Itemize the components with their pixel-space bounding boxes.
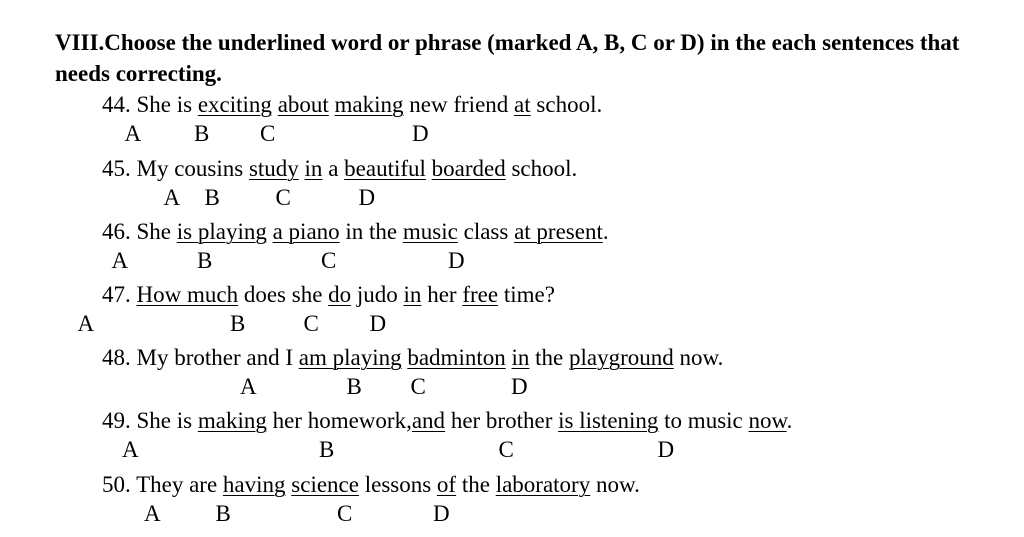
underlined-option: about (277, 92, 329, 117)
sentence-text: school. (530, 92, 603, 117)
underlined-option: having (222, 472, 286, 497)
question-sentence (102, 281, 555, 309)
sentence-text: her brother (445, 408, 559, 433)
option-letter: C (303, 311, 319, 336)
sentence-text: . (602, 219, 609, 244)
underlined-option: beautiful (344, 156, 426, 181)
sentence-text: time? (498, 282, 555, 307)
option-letter: A (163, 185, 181, 210)
underlined-option: is listening (558, 408, 659, 433)
option-letter: D (369, 311, 387, 336)
sentence-text: the (529, 345, 569, 370)
sentence-text: 48. My brother and I (102, 345, 299, 370)
question-sentence (102, 155, 577, 183)
option-letter: C (410, 374, 426, 399)
option-letter: D (511, 374, 528, 399)
sentence-text: her (421, 282, 463, 307)
option-letter: B (194, 121, 210, 146)
sentence-text: class (457, 219, 515, 244)
exercise-heading: VIII.Choose the underlined word or phrase (marked A, B, C or D) in the each sentences that needs correcting. (55, 30, 960, 86)
underlined-option: in (304, 156, 323, 181)
underlined-option: playground (568, 345, 674, 370)
option-letter: A (77, 311, 95, 336)
sentence-text: judo (351, 282, 404, 307)
sentence-text: . (786, 408, 793, 433)
option-letters (0, 120, 1024, 148)
underlined-option: free (462, 282, 499, 307)
underlined-option: am playing (298, 345, 402, 370)
option-letters (0, 310, 1024, 338)
question-sentence (102, 344, 723, 372)
option-letter: D (433, 501, 450, 526)
underlined-option: and (411, 408, 446, 433)
sentence-text: 45. My cousins (102, 156, 249, 181)
underlined-option: at (514, 92, 531, 117)
underlined-option: now (748, 408, 787, 433)
underlined-option: making (197, 408, 267, 433)
underlined-option: laboratory (495, 472, 591, 497)
sentence-text: lessons (358, 472, 437, 497)
option-letter: C (260, 121, 276, 146)
sentence-text: 46. She (102, 219, 177, 244)
underlined-option: How much (136, 282, 239, 307)
underlined-option: science (291, 472, 359, 497)
underlined-option: at present (514, 219, 603, 244)
question-sentence (102, 218, 609, 246)
option-letter: A (124, 121, 142, 146)
sentence-text: school. (505, 156, 578, 181)
option-letter: C (321, 248, 337, 273)
underlined-option: music (402, 219, 458, 244)
sentence-text: 44. She is (102, 92, 198, 117)
option-letter: C (337, 501, 353, 526)
sentence-text: 47. (102, 282, 137, 307)
option-letter: D (448, 248, 465, 273)
option-letter: B (319, 437, 335, 462)
option-letter: D (412, 121, 429, 146)
option-letter: A (111, 248, 129, 273)
underlined-option: of (436, 472, 457, 497)
option-letter: D (358, 185, 376, 210)
option-letter: A (240, 374, 257, 399)
sentence-text: 50. They are (102, 472, 223, 497)
sentence-text: in the (339, 219, 403, 244)
question-sentence (102, 471, 640, 499)
sentence-text: new friend (403, 92, 515, 117)
sentence-text: now. (590, 472, 640, 497)
sentence-text: to music (658, 408, 749, 433)
option-letters (0, 247, 1024, 275)
option-letter: A (144, 501, 161, 526)
option-letter: D (657, 437, 675, 462)
question-sentence (102, 91, 602, 119)
option-letters (0, 184, 1024, 212)
sentence-text: the (456, 472, 496, 497)
option-letters (0, 436, 1024, 464)
underlined-option: in (511, 345, 530, 370)
underlined-option: in (403, 282, 422, 307)
underlined-option: study (248, 156, 299, 181)
option-letter: B (346, 374, 362, 399)
option-letter: B (197, 248, 213, 273)
sentence-text: now. (673, 345, 724, 370)
underlined-option: is playing (176, 219, 267, 244)
option-letter: B (230, 311, 246, 336)
underlined-option: exciting (197, 92, 272, 117)
option-letters (0, 373, 1024, 401)
sentence-text: a (322, 156, 345, 181)
option-letter: A (122, 437, 139, 462)
underlined-option: boarded (431, 156, 506, 181)
option-letter: B (204, 185, 220, 210)
option-letter: C (498, 437, 514, 462)
sentence-text: 49. She is (102, 408, 198, 433)
option-letters (0, 500, 1024, 528)
question-sentence (102, 407, 792, 435)
sentence-text: her homework, (266, 408, 412, 433)
underlined-option: badminton (407, 345, 506, 370)
underlined-option: a piano (272, 219, 340, 244)
sentence-text: does she (238, 282, 329, 307)
underlined-option: do (328, 282, 352, 307)
option-letter: C (275, 185, 291, 210)
option-letter: B (215, 501, 231, 526)
underlined-option: making (334, 92, 404, 117)
